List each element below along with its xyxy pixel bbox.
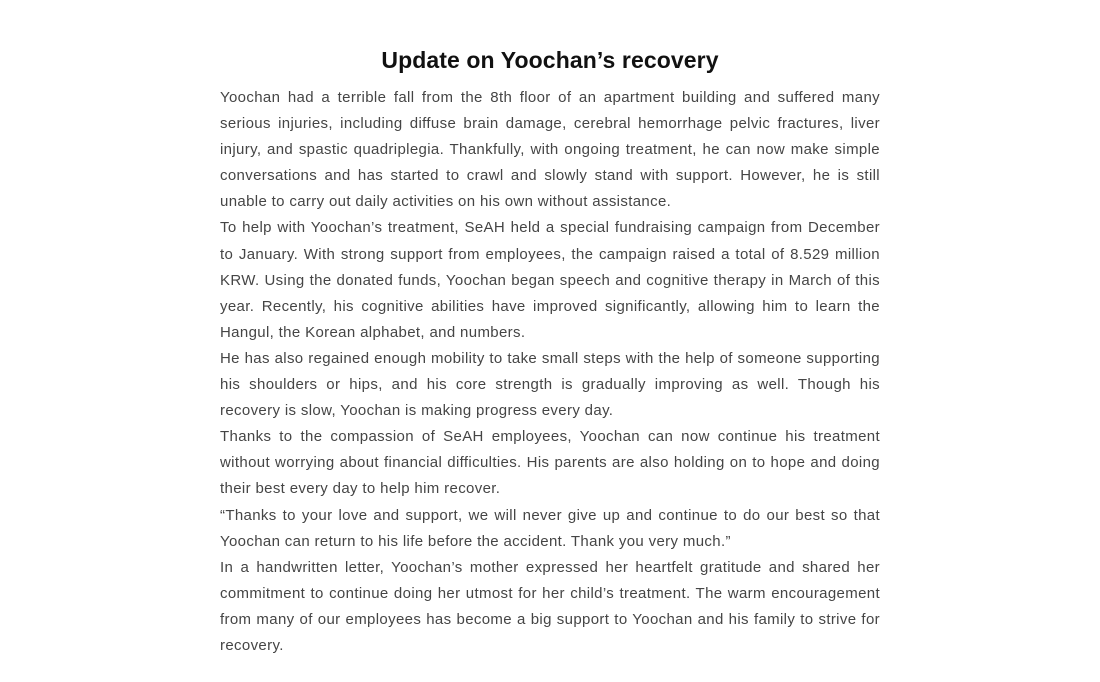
paragraph-compassion: Thanks to the compassion of SeAH employees, Yoochan can now continue his treatment without worrying about financial difficulties. His parents are also holding on to hope and doing their best every day to help him recover. <box>220 428 880 498</box>
paragraph-quote: “Thanks to your love and support, we will never give up and continue to do our best so that Yoochan can return to his life before the accident. Thank you very much.” <box>220 506 880 550</box>
paragraph-letter: In a handwritten letter, Yoochan’s mother expressed her heartfelt gratitude and shared her commitment to continue doing her utmost for her child’s treatment. The warm encouragement from many of our employees has become a big support to Yoochan and his family to strive for recovery. <box>220 558 880 654</box>
paragraph-injuries: Yoochan had a terrible fall from the 8th floor of an apartment building and suffered many serious injuries, including diffuse brain damage, cerebral hemorrhage pelvic fractures, liver injury, and spastic quadriplegia. Thankfully, with ongoing treatment, he can now make simple conversations and has started to crawl and slowly stand with support. However, he is still unable to carry out daily activities on his own without assistance. <box>220 89 880 211</box>
article-body <box>220 85 880 659</box>
article <box>220 40 880 659</box>
paragraph-fundraising: To help with Yoochan’s treatment, SeAH held a special fundraising campaign from December to January. With strong support from employees, the campaign raised a total of 8.529 million KRW. Using the donated funds, Yoochan began speech and cognitive therapy in March of this year. Recently, his cognitive abilities have improved significantly, allowing him to learn the Hangul, the Korean alphabet, and numbers. <box>220 219 880 341</box>
paragraph-mobility: He has also regained enough mobility to take small steps with the help of someone supporting his shoulders or hips, and his core strength is gradually improving as well. Though his recovery is slow, Yoochan is making progress every day. <box>220 349 880 420</box>
article-title: Update on Yoochan’s recovery <box>381 47 719 73</box>
